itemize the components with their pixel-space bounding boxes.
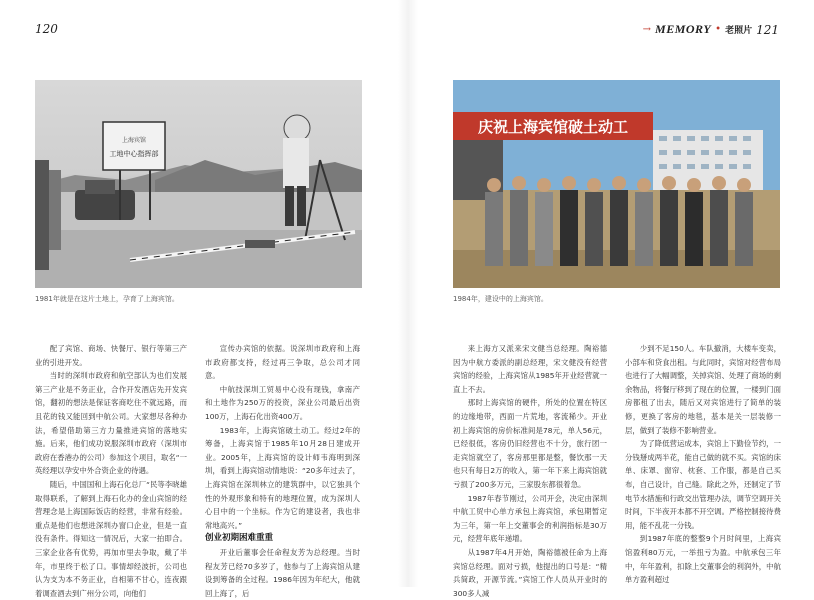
paragraph: 1987年春节刚过，公司开会，决定由深圳中航工贸中心单方承包上海宾馆，承包期暂定为三年，第一年上交董事会的利润指标是30万元，经营年底年递增。 <box>453 493 607 544</box>
photo-caption-left: 1981年就是在这片土地上，孕育了上海宾馆。 <box>35 295 179 303</box>
text-column-1 <box>35 342 187 600</box>
section-brand: MEMORY <box>655 22 712 36</box>
paragraph: 开业后董事会任命程友芳为总经理。当时程友芳已经70多岁了，他参与了上海宾馆从建设到筹备的全过程。1986年因为年纪大，他就回上海了，后 <box>205 547 360 598</box>
svg-text:工地中心指挥部: 工地中心指挥部 <box>109 150 159 158</box>
construction-site-illustration <box>35 80 362 288</box>
paragraph: 当时的深圳市政府和航空部认为也们发展第三产业是不务正业，合作开发酒店先开发宾馆，翻初的想法是保证客商吃住不就远路，而且花的钱又能回到中航公司。大家想尽各种办法，希望借助第三方力量推进宾馆的落地实施。后来，他们成功说服深圳市政府（深圳市政府在香港办的公司）参加这个项目，取名“一英经理以孕安中外合资企业的待遇。 <box>35 371 187 476</box>
paragraph: 中航技深圳工贸易中心没有现钱，拿南产和土地作为250万的投资，深业公司最后出资100万，上海石化出资400万。 <box>205 384 360 421</box>
page-number-left: 120 <box>35 22 58 36</box>
running-header-right <box>643 22 779 37</box>
paragraph: 从1987年4月开始，陶裕德被任命为上海宾馆总经理。面对亏损，他提出的口号是：“精兵简政，开源节流。”宾馆工作人员从开业时的300多人减 <box>453 547 607 598</box>
paragraph: 配了宾馆、商场、快餐厅、银行等第三产业的引进开发。 <box>35 344 187 367</box>
svg-text:庆祝上海宾馆破土动工: 庆祝上海宾馆破土动工 <box>477 118 629 136</box>
bullet-separator: • <box>715 24 722 35</box>
paragraph: 少到不足150人。车队撤消，大楼车变卖，小部车和贷食出租。与此同时，宾馆对经营布局也进行了大幅调整，关掉宾馆、处理了商场的剩余物品，将餐厅移到了现在的位置，一楼到门面房都租了出去，随后又对宾馆进行了简单的装修，更换了客房的地毯，基本是关一层装修一层，做到了装修不影响营业。 <box>625 344 781 435</box>
paragraph: 1983年，上海宾馆破土动工。经过2年的筹备，上海宾馆于1985年10月28日建成开业。2005年，上海宾馆的设计师韦海明到深圳，看到上海宾馆动情地说：“20多年过去了，上海宾馆在深圳林立的建筑群中，以它独具个性的外观形象和特有的地理位置，成为深圳人心目中的一个坐标。作为它的建设者，我也非常地高兴。” <box>205 425 360 530</box>
svg-text:上海宾馆: 上海宾馆 <box>121 137 147 144</box>
section-name: 老照片 <box>725 26 753 36</box>
subheading: 创业初期困难重重 <box>205 533 274 544</box>
photo-construction-site <box>35 80 362 288</box>
paragraph: 到1987年底的整整9个月时间里，上海宾馆盈利80万元，一举扭亏为盈。中航承包三年中，年年盈利，扣除上交董事会的利润外，中航单方盈利超过 <box>625 534 781 585</box>
photo-groundbreaking-group <box>453 80 780 288</box>
paragraph: 随后，中国国和上海石化总厂“民等李晓雄取得联系，了解到上海石化办的金山宾馆的经营理念是上海国际饭店的经营，非常有经验。重点是他们也想进深圳办窗口企业，但是一直没有条件。得知这一情况后，大家一拍即合。三家企业各有优势，再加市里去争取，戴了半年，市里终于松了口。事情却经波折，公司也认为支为本不务正业，自相第不甘心，连夜跟着调查酒去到广州分公司，向他们 <box>35 479 187 598</box>
paragraph: 宣传办宾馆的依据。说深圳市政府和上海市政府都支持，经过再三争取，总公司才同意。 <box>205 344 360 381</box>
text-column-2 <box>205 342 360 600</box>
paragraph: 那时上海宾馆的硬件，所处的位置在特区的边缘地带，西面一片荒地，客流稀少。开业初上海宾馆的房价标准间是78元，单人56元，已经很低，客房仍旧经营也不十分，旅行团一走宾馆就空了，客房那里都是整，餐饮那一天也只有每日2万的收入，第一年下来上海宾馆就亏损了200多万元，三家股东都很着急。 <box>453 398 607 489</box>
page-gutter <box>398 0 418 587</box>
group-photo-illustration <box>453 80 780 288</box>
text-column-4 <box>625 342 781 587</box>
text-column-3 <box>453 342 607 600</box>
page-number-right: 121 <box>756 22 779 37</box>
paragraph: 为了降低营运成本，宾馆上下勤俭节约，一分钱掰成两半花，能自己做的就不买。宾馆的床单、床罩、窗帘、枕套、工作服，都是自己买布，自己设计，自己缝。除此之外，还制定了节电节水措施和行政交出管理办法，调节空调开关时间，下半夜开本都不开空调。严格控制接待费用，能不乱花一分钱。 <box>625 439 781 530</box>
paragraph: 来上海方又派来宋文健当总经理。陶裕德因为中航方委派的副总经理，宋文健没有经营宾馆的经验，上海宾馆从1985年开业经营就一直上不去。 <box>453 344 607 394</box>
section-mark-icon: → <box>642 24 652 35</box>
photo-caption-right: 1984年，建设中的上海宾馆。 <box>453 295 548 303</box>
